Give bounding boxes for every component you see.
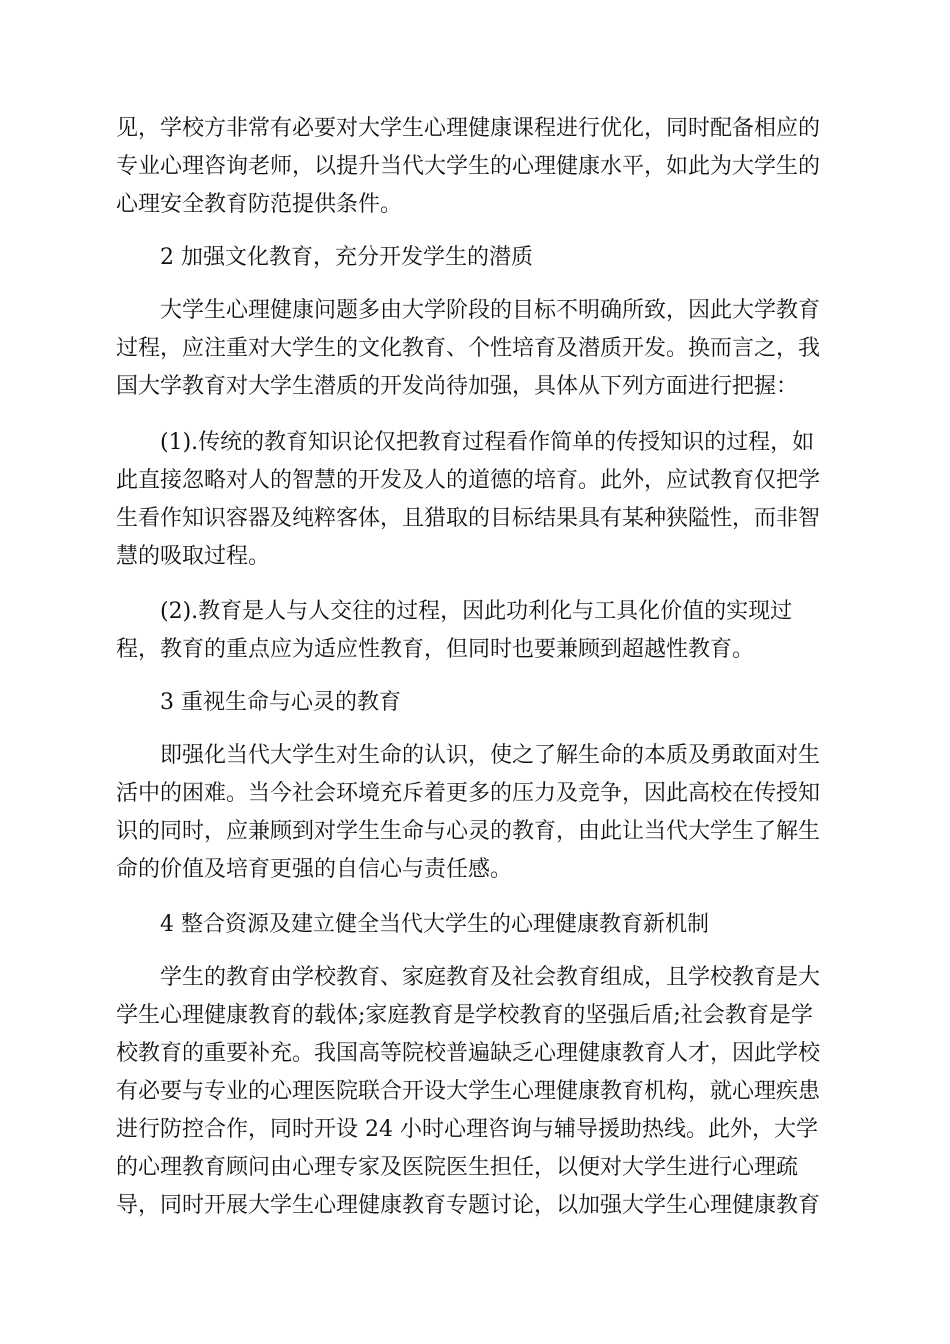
text-line: 国大学教育对大学生潜质的开发尚待加强，具体从下列方面进行把握： (116, 374, 799, 399)
text-line: 专业心理咨询老师，以提升当代大学生的心理健康水平，如此为大学生的 (116, 154, 821, 179)
text-line: 活中的困难。当今社会环境充斥着更多的压力及竞争，因此高校在传授知 (116, 781, 821, 806)
section-heading: 3 重视生命与心灵的教育 (160, 690, 401, 715)
list-item-line: (1).传统的教育知识论仅把教育过程看作简单的传授知识的过程，如 (160, 430, 815, 455)
text-line: 生看作知识容器及纯粹客体，且猎取的目标结果具有某种狭隘性，而非智 (116, 506, 821, 531)
text-line: 导，同时开展大学生心理健康教育专题讨论，以加强大学生心理健康教育 (116, 1193, 821, 1218)
text-line: 学生的教育由学校教育、家庭教育及社会教育组成，且学校教育是大 (160, 965, 821, 990)
text-line: 的心理教育顾问由心理专家及医院医生担任，以便对大学生进行心理疏 (116, 1155, 799, 1180)
text-line: 识的同时，应兼顾到对学生生命与心灵的教育，由此让当代大学生了解生 (116, 819, 821, 844)
section-heading: 4 整合资源及建立健全当代大学生的心理健康教育新机制 (160, 912, 709, 937)
text-line: 进行防控合作，同时开设 24 小时心理咨询与辅导援助热线。此外，大学 (116, 1117, 818, 1142)
text-line: 此直接忽略对人的智慧的开发及人的道德的培育。此外，应试教育仅把学 (116, 468, 821, 493)
text-line: 慧的吸取过程。 (116, 544, 271, 569)
text-line: 即强化当代大学生对生命的认识，使之了解生命的本质及勇敢面对生 (160, 743, 821, 768)
text-line: 命的价值及培育更强的自信心与责任感。 (116, 857, 513, 882)
list-item-line: (2).教育是人与人交往的过程，因此功利化与工具化价值的实现过 (160, 599, 793, 624)
text-line: 学生心理健康教育的载体;家庭教育是学校教育的坚强后盾;社会教育是学 (116, 1003, 813, 1028)
text-line: 有必要与专业的心理医院联合开设大学生心理健康教育机构，就心理疾患 (116, 1079, 821, 1104)
section-heading: 2 加强文化教育，充分开发学生的潜质 (160, 245, 533, 270)
text-line: 心理安全教育防范提供条件。 (116, 192, 403, 217)
text-line: 程，教育的重点应为适应性教育，但同时也要兼顾到超越性教育。 (116, 637, 755, 662)
text-line: 过程，应注重对大学生的文化教育、个性培育及潜质开发。换而言之，我 (116, 336, 821, 361)
text-line: 大学生心理健康问题多由大学阶段的目标不明确所致，因此大学教育 (160, 298, 821, 323)
text-line: 见，学校方非常有必要对大学生心理健康课程进行优化，同时配备相应的 (116, 116, 821, 141)
text-line: 校教育的重要补充。我国高等院校普遍缺乏心理健康教育人才，因此学校 (116, 1041, 821, 1066)
